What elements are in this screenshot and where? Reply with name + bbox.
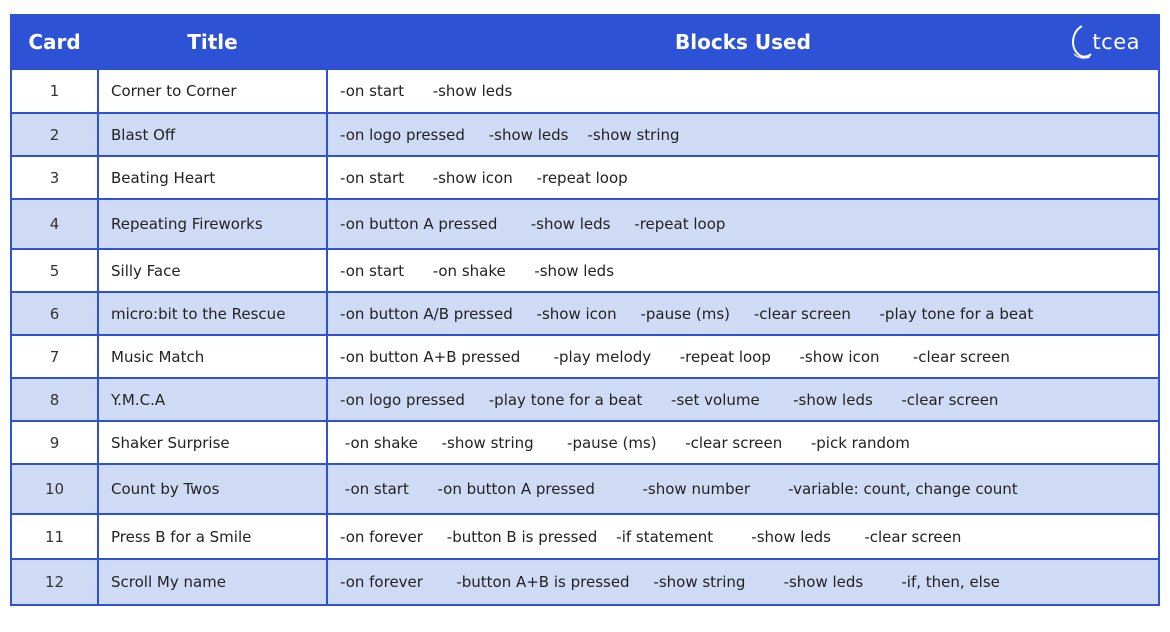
table-row [12, 377, 1158, 420]
blocks-used: -on button A+B pressed -play melody -repeat loop -show icon -clear screen [340, 347, 1010, 366]
card-number: 6 [12, 293, 99, 334]
blocks-used: -on start -show leds [340, 82, 513, 100]
table-header [12, 16, 1158, 68]
card-title: micro:bit to the Rescue [99, 293, 328, 334]
header-card: Card [12, 16, 99, 68]
table-row [12, 334, 1158, 377]
blocks-used: -on forever -button B is pressed -if statement -show leds -clear screen [340, 527, 962, 546]
table-row [12, 198, 1158, 248]
card-number: 7 [12, 336, 99, 377]
card-title: Music Match [99, 336, 328, 377]
blocks-used: -on button A pressed -show leds -repeat loop [340, 215, 726, 233]
card-number: 8 [12, 379, 99, 420]
blocks-used: -on logo pressed -play tone for a beat -set volume -show leds -clear screen [340, 390, 999, 409]
blocks-table [10, 14, 1160, 606]
card-title: Press B for a Smile [99, 515, 328, 558]
table-row [12, 291, 1158, 334]
card-number: 1 [12, 70, 99, 112]
blocks-used: -on start -show icon -repeat loop [340, 168, 628, 187]
card-number: 5 [12, 250, 99, 291]
tcea-logo [1064, 24, 1140, 60]
card-title: Beating Heart [99, 157, 328, 198]
table-row [12, 463, 1158, 513]
card-number: 9 [12, 422, 99, 463]
table-row [12, 420, 1158, 463]
card-title: Shaker Surprise [99, 422, 328, 463]
card-title: Blast Off [99, 114, 328, 155]
card-title: Corner to Corner [99, 70, 328, 112]
blocks-used: -on shake -show string -pause (ms) -clear screen -pick random [340, 433, 910, 452]
table-row [12, 558, 1158, 604]
card-title: Count by Twos [99, 465, 328, 513]
card-number: 3 [12, 157, 99, 198]
card-number: 10 [12, 465, 99, 513]
blocks-used: -on start -on shake -show leds [340, 261, 615, 280]
card-number: 12 [12, 560, 99, 604]
card-number: 11 [12, 515, 99, 558]
logo-text: tcea [1092, 30, 1140, 54]
card-title: Y.M.C.A [99, 379, 328, 420]
card-number: 2 [12, 114, 99, 155]
header-blocks-label: Blocks Used [675, 30, 811, 54]
table-row [12, 112, 1158, 155]
card-title: Scroll My name [99, 560, 328, 604]
table-body [12, 68, 1158, 604]
header-title [99, 16, 328, 68]
table-row [12, 248, 1158, 291]
table-row [12, 155, 1158, 198]
blocks-used: -on logo pressed -show leds -show string [340, 125, 680, 144]
card-title: Repeating Fireworks [99, 200, 328, 248]
blocks-used: -on forever -button A+B is pressed -show string -show leds -if, then, else [340, 573, 1000, 591]
header-title-label: Title [187, 30, 238, 54]
tcea-swirl-icon [1064, 24, 1094, 60]
table-row [12, 513, 1158, 558]
card-title: Silly Face [99, 250, 328, 291]
card-number: 4 [12, 200, 99, 248]
blocks-used: -on start -on button A pressed -show number -variable: count, change count [340, 480, 1018, 498]
blocks-used: -on button A/B pressed -show icon -pause (ms) -clear screen -play tone for a beat [340, 304, 1034, 323]
header-blocks [328, 16, 1158, 68]
table-row [12, 68, 1158, 112]
